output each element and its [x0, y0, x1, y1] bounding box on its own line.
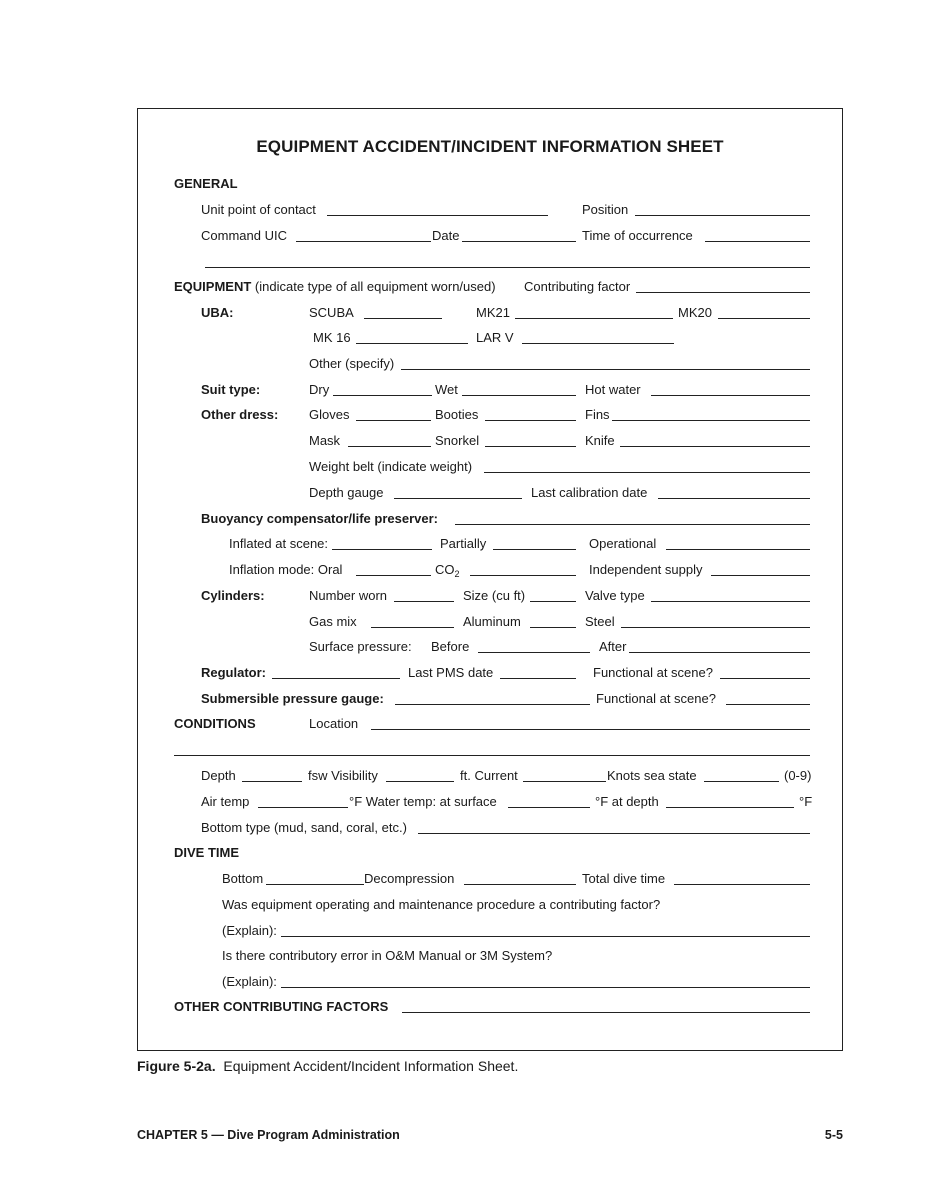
date-label: Date [432, 228, 460, 243]
time-field[interactable] [705, 241, 810, 242]
depth-field[interactable] [242, 781, 302, 782]
footer-page-number: 5-5 [824, 1128, 843, 1142]
total-dive-time-field[interactable] [674, 884, 810, 885]
fins-field[interactable] [612, 420, 810, 421]
bottom-type-field[interactable] [418, 833, 810, 834]
last-cal-label: Last calibration date [531, 485, 648, 500]
decompression-label: Decompression [364, 871, 455, 886]
mask-field[interactable] [348, 446, 431, 447]
size-field[interactable] [530, 601, 576, 602]
independent-label: Independent supply [589, 562, 703, 577]
partially-field[interactable] [493, 549, 576, 550]
current-field[interactable] [523, 781, 606, 782]
steel-field[interactable] [621, 627, 810, 628]
knife-field[interactable] [620, 446, 810, 447]
command-uic-field[interactable] [296, 241, 431, 242]
mk21-field[interactable] [515, 318, 673, 319]
co2-subscript: 2 [454, 569, 460, 579]
equipment-note: (indicate type of all equipment worn/used) [254, 279, 496, 294]
gas-mix-field[interactable] [371, 627, 454, 628]
after-label: After [599, 639, 627, 654]
total-dive-time-label: Total dive time [582, 871, 666, 886]
mk21-label: MK21 [476, 305, 510, 320]
mk16-label: MK 16 [313, 330, 351, 345]
other-dress-label: Other dress: [201, 407, 279, 422]
wet-label: Wet [435, 382, 458, 397]
general-extra-line[interactable] [205, 267, 810, 268]
explain-2-field[interactable] [281, 987, 810, 988]
larv-label: LAR V [476, 330, 514, 345]
snorkel-label: Snorkel [435, 433, 480, 448]
footer-chapter: CHAPTER 5 — Dive Program Administration [137, 1128, 400, 1142]
other-factors-label: OTHER CONTRIBUTING FACTORS [174, 999, 389, 1014]
conditions-extra-line[interactable] [174, 755, 810, 756]
equipment-heading: EQUIPMENT [174, 279, 252, 294]
other-factors-field[interactable] [402, 1012, 810, 1013]
form-box [137, 108, 843, 1051]
uba-label: UBA: [201, 305, 234, 320]
date-field[interactable] [462, 241, 576, 242]
gloves-field[interactable] [356, 420, 431, 421]
inflated-field[interactable] [332, 549, 432, 550]
command-uic-label: Command UIC [201, 228, 287, 243]
last-cal-field[interactable] [658, 498, 810, 499]
oral-field[interactable] [356, 575, 431, 576]
aluminum-label: Aluminum [463, 614, 521, 629]
form-title: EQUIPMENT ACCIDENT/INCIDENT INFORMATION SHEET [256, 137, 724, 156]
current-label: ft. Current [460, 768, 518, 783]
question-2: Is there contributory error in O&M Manual or 3M System? [222, 948, 553, 963]
sea-state-field[interactable] [704, 781, 779, 782]
scuba-label: SCUBA [309, 305, 354, 320]
hot-water-label: Hot water [585, 382, 641, 397]
booties-label: Booties [435, 407, 479, 422]
number-worn-label: Number worn [309, 588, 388, 603]
wet-field[interactable] [462, 395, 576, 396]
steel-label: Steel [585, 614, 615, 629]
water-temp-label: °F Water temp: at surface [349, 794, 497, 809]
decompression-field[interactable] [464, 884, 576, 885]
air-temp-label: Air temp [201, 794, 250, 809]
general-heading: GENERAL [174, 176, 238, 191]
visibility-field[interactable] [386, 781, 454, 782]
knife-label: Knife [585, 433, 615, 448]
depth-temp-field[interactable] [666, 807, 794, 808]
dry-label: Dry [309, 382, 330, 397]
bottom-time-field[interactable] [266, 884, 364, 885]
valve-label: Valve type [585, 588, 645, 603]
equipment-heading-row [174, 279, 496, 295]
co2-text: CO [435, 562, 455, 577]
last-pms-field[interactable] [500, 678, 576, 679]
inflated-label: Inflated at scene: [229, 536, 329, 551]
before-field[interactable] [478, 652, 590, 653]
bottom-type-label: Bottom type (mud, sand, coral, etc.) [201, 820, 407, 835]
contributing-field[interactable] [636, 292, 810, 293]
weight-belt-label: Weight belt (indicate weight) [309, 459, 473, 474]
figure-caption [137, 1058, 518, 1074]
sea-state-scale: (0-9) [784, 768, 812, 783]
gas-mix-label: Gas mix [309, 614, 357, 629]
surface-temp-field[interactable] [508, 807, 590, 808]
caption-label: Figure 5-2a. [137, 1058, 216, 1074]
hot-water-field[interactable] [651, 395, 810, 396]
depth-label: Depth [201, 768, 236, 783]
location-field[interactable] [371, 729, 810, 730]
other-label: Other (specify) [309, 356, 395, 371]
gloves-label: Gloves [309, 407, 350, 422]
at-depth-label: °F at depth [595, 794, 659, 809]
contributing-label: Contributing factor [524, 279, 631, 294]
aluminum-field[interactable] [530, 627, 576, 628]
explain-2-label: (Explain): [222, 974, 277, 989]
surface-pressure-label: Surface pressure: [309, 639, 412, 654]
co2-label [435, 562, 460, 582]
unit-poc-label: Unit point of contact [201, 202, 316, 217]
deg-f-label: °F [799, 794, 813, 809]
bottom-label: Bottom [222, 871, 264, 886]
cylinders-label: Cylinders: [201, 588, 265, 603]
independent-field[interactable] [711, 575, 810, 576]
regulator-label: Regulator: [201, 665, 266, 680]
fins-label: Fins [585, 407, 610, 422]
snorkel-field[interactable] [485, 446, 576, 447]
explain-1-field[interactable] [281, 936, 810, 937]
buoyancy-field[interactable] [455, 524, 810, 525]
dive-time-heading: DIVE TIME [174, 845, 240, 860]
dry-field[interactable] [333, 395, 432, 396]
regulator-field[interactable] [272, 678, 400, 679]
functional2-field[interactable] [726, 704, 810, 705]
inflation-mode-label: Inflation mode: Oral [229, 562, 343, 577]
scuba-field[interactable] [364, 318, 442, 319]
number-worn-field[interactable] [394, 601, 454, 602]
mask-label: Mask [309, 433, 341, 448]
functional2-label: Functional at scene? [596, 691, 716, 706]
spg-field[interactable] [395, 704, 590, 705]
other-field[interactable] [401, 369, 810, 370]
functional-field[interactable] [720, 678, 810, 679]
functional-label: Functional at scene? [593, 665, 713, 680]
buoyancy-label: Buoyancy compensator/life preserver: [201, 511, 438, 526]
time-label: Time of occurrence [582, 228, 693, 243]
position-field[interactable] [635, 215, 810, 216]
position-label: Position [582, 202, 629, 217]
caption-text: Equipment Accident/Incident Information Sheet. [223, 1058, 519, 1074]
mk16-field[interactable] [356, 343, 468, 344]
depth-gauge-label: Depth gauge [309, 485, 384, 500]
unit-poc-field[interactable] [327, 215, 548, 216]
explain-1-label: (Explain): [222, 923, 277, 938]
weight-belt-field[interactable] [484, 472, 810, 473]
air-temp-field[interactable] [258, 807, 348, 808]
question-1: Was equipment operating and maintenance procedure a contributing factor? [222, 897, 661, 912]
conditions-heading: CONDITIONS [174, 716, 256, 731]
valve-field[interactable] [651, 601, 810, 602]
before-label: Before [431, 639, 470, 654]
last-pms-label: Last PMS date [408, 665, 494, 680]
mk20-label: MK20 [678, 305, 712, 320]
location-label: Location [309, 716, 359, 731]
sea-state-label: Knots sea state [607, 768, 697, 783]
operational-label: Operational [589, 536, 657, 551]
booties-field[interactable] [485, 420, 576, 421]
spg-label: Submersible pressure gauge: [201, 691, 384, 706]
suit-type-label: Suit type: [201, 382, 261, 397]
size-label: Size (cu ft) [463, 588, 526, 603]
mk20-field[interactable] [718, 318, 810, 319]
co2-field[interactable] [470, 575, 576, 576]
operational-field[interactable] [666, 549, 810, 550]
after-field[interactable] [629, 652, 810, 653]
partially-label: Partially [440, 536, 487, 551]
fsw-visibility-label: fsw Visibility [308, 768, 378, 783]
depth-gauge-field[interactable] [394, 498, 522, 499]
larv-field[interactable] [522, 343, 674, 344]
